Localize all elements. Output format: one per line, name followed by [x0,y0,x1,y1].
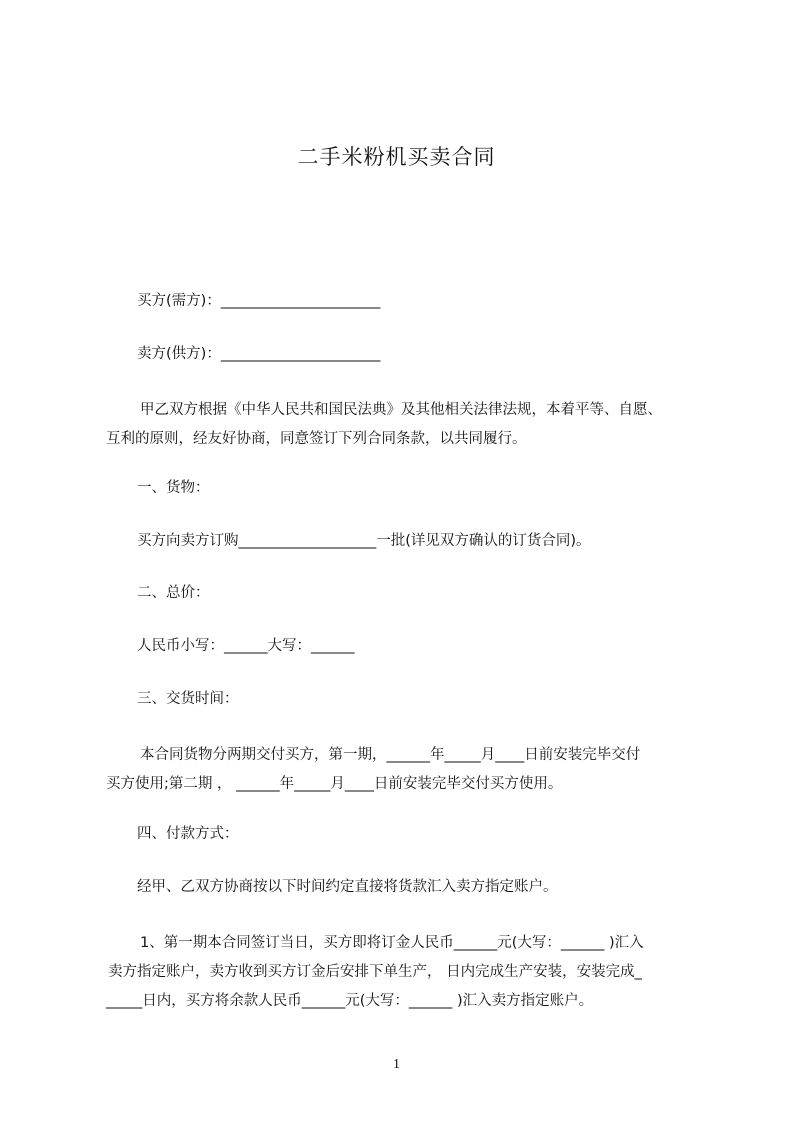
payment-item-1-line-1: 1、第一期本合同签订当日，买方即将订金人民币______元(大写：______ )汇入 [140,935,644,951]
price-text: 人民币小写：______大写：______ [137,638,355,654]
document-title: 二手米粉机买卖合同 [297,145,496,169]
delivery-line-1: 本合同货物分两期交付买方，第一期，______年_____月____日前安装完毕交付 [140,747,641,763]
buyer-line: 买方(需方)：______________________ [137,293,381,309]
delivery-line-2: 买方使用;第二期 ， ______年_____月____日前安装完毕交付买方使用。 [106,776,563,792]
intro-paragraph [106,396,662,454]
payment-item-1-line-3: _____日内，买方将余款人民币______元(大写：______ )汇入卖方指定账户。 [106,993,594,1009]
price-heading: 二、总价： [137,585,210,601]
goods-heading: 一、货物： [137,480,210,496]
intro-line-2: 互利的原则，经友好协商，同意签订下列合同条款，以共同履行。 [106,431,527,447]
payment-text: 经甲、乙双方协商按以下时间约定直接将货款汇入卖方指定账户。 [137,879,558,895]
delivery-paragraph [106,741,640,799]
payment-heading: 四、付款方式： [137,826,239,842]
seller-line: 卖方(供方)：______________________ [137,346,381,362]
goods-text: 买方向卖方订购___________________一批(详见双方确认的订货合同)。 [137,533,591,549]
delivery-heading: 三、交货时间： [137,691,239,707]
intro-line-1: 甲乙双方根据《中华人民共和国民法典》及其他相关法律法规，本着平等、自愿、 [140,402,662,418]
page-number: 1 [393,1057,400,1072]
payment-item-1-line-2: 卖方指定账户，卖方收到买方订金后安排下单生产， 日内完成生产安装，安装完成_ [108,964,642,980]
payment-item-1 [106,929,644,1016]
